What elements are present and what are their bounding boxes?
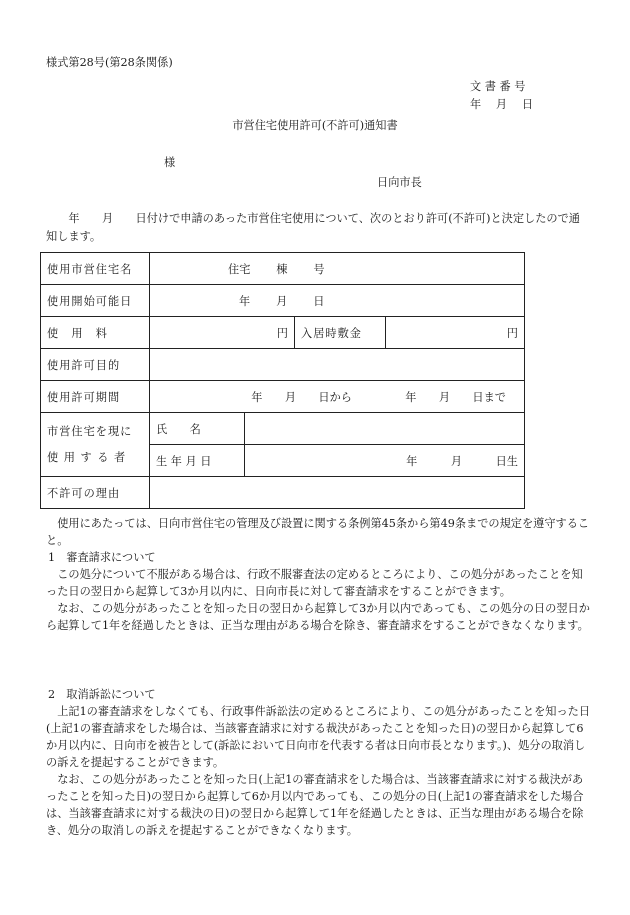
rent-label: 使 用 料 <box>41 317 150 349</box>
deposit-label: 入居時敷金 <box>295 317 386 349</box>
issuer: 日向市長 <box>377 176 422 189</box>
addressee: 様 <box>164 156 176 169</box>
occupant-dob-value: 年 月 日生 <box>245 445 525 477</box>
occupant-label <box>41 413 150 477</box>
intro-paragraph: 年 月 日付けで申請のあった市営住宅使用について、次のとおり許可(不許可)と決定したので通知します。 <box>46 212 580 243</box>
table-row <box>41 349 525 381</box>
rent-unit: 円 <box>150 317 295 349</box>
table-row <box>41 381 525 413</box>
section2-paragraph1: 上記1の審査請求をしなくても、行政事件訴訟法の定めるところにより、この処分があったことを知った日(上記1の審査請求をした場合は、当該審査請求に対する裁決があったことを知った日)の翌日から起算して6か月以内に、日向市を被告として(訴訟において日向市を代表する者は日向市長となります。)、処分の取消しの訴えを提起することができます。 <box>46 705 591 769</box>
section1-paragraph2: なお、この処分があったことを知った日の翌日から起算して3か月以内であっても、この処分の日の翌日から起算して1年を経過したときは、正当な理由がある場合を除き、審査請求をすることができなくなります。 <box>46 602 590 632</box>
section1-heading: 1 審査請求について <box>48 551 156 564</box>
table-row <box>41 285 525 317</box>
period-to: 年 月 日まで <box>405 390 506 404</box>
document-number: 文 書 番 号 <box>470 80 526 93</box>
denial-reason-label: 不許可の理由 <box>41 477 150 509</box>
notice-body <box>46 515 591 634</box>
section2-paragraph2: なお、この処分があったことを知った日(上記1の審査請求をした場合は、当該審査請求に対する裁決があったことを知った日)の翌日から起算して6か月以内であっても、この処分の日(上記1の審査請求をした場合は、当該審査請求に対する裁決の日)の翌日から起算して1年を経過したときは、正当な理由がある場合を除き、処分の取消しの訴えを提起することができなくなります。 <box>46 773 584 837</box>
permit-table <box>40 252 525 509</box>
compliance-paragraph: 使用にあたっては、日向市営住宅の管理及び設置に関する条例第45条から第49条までの規定を遵守すること。 <box>46 517 590 547</box>
form-number: 様式第28号(第28条関係) <box>46 56 173 69</box>
start-date-label: 使用開始可能日 <box>41 285 150 317</box>
occupant-name-label: 氏 名 <box>150 413 245 445</box>
table-row <box>41 477 525 509</box>
period-value <box>150 381 525 413</box>
document-meta <box>470 78 533 114</box>
page-title: 市営住宅使用許可(不許可)通知書 <box>232 119 398 132</box>
occupant-dob-label: 生 年 月 日 <box>150 445 245 477</box>
table-row <box>41 253 525 285</box>
period-from: 年 月 日から <box>251 390 352 404</box>
occupant-name-value <box>245 413 525 445</box>
occupant-label-line2: 使 用 す る 者 <box>47 450 127 464</box>
deposit-unit: 円 <box>386 317 525 349</box>
section1-paragraph1: この処分について不服がある場合は、行政不服審査法の定めるところにより、この処分があったことを知った日の翌日から起算して3か月以内に、日向市長に対して審査請求をすることができます。 <box>46 568 583 598</box>
purpose-value <box>150 349 525 381</box>
notice-body-section2 <box>46 686 591 839</box>
table-row <box>41 413 525 445</box>
occupant-label-line1: 市営住宅を現に <box>47 424 133 438</box>
denial-reason-value <box>150 477 525 509</box>
period-label: 使用許可期間 <box>41 381 150 413</box>
section2-heading: 2 取消訴訟について <box>48 688 156 701</box>
housing-name-value: 住宅 棟 号 <box>150 253 525 285</box>
purpose-label: 使用許可目的 <box>41 349 150 381</box>
issue-date: 年 月 日 <box>470 98 534 111</box>
table-row <box>41 317 525 349</box>
start-date-value: 年 月 日 <box>150 285 525 317</box>
housing-name-label: 使用市営住宅名 <box>41 253 150 285</box>
